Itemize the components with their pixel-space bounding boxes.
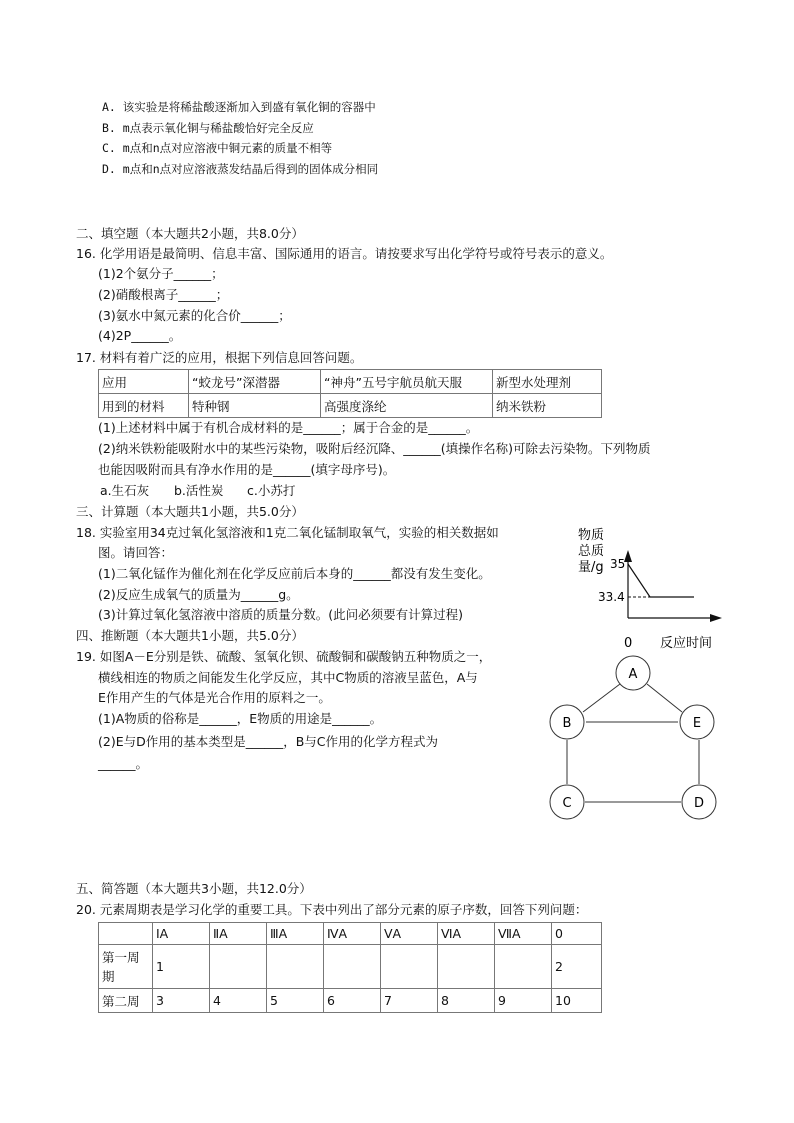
question-18-item-3: (3)计算过氧化氢溶液中溶质的质量分数。(此问必须要有计算过程) <box>98 607 463 622</box>
table-cell: ⅤA <box>381 923 438 945</box>
table-cell: 2 <box>552 945 602 989</box>
option-c: C. m点和n点对应溶液中铜元素的质量不相等 <box>102 141 333 155</box>
y-axis-label-line-3: 量/g <box>578 560 604 575</box>
question-19-sub-1: (1)A物质的俗称是______，E物质的用途是______。 <box>98 711 383 726</box>
table-cell <box>495 945 552 989</box>
y-tick-35: 35 <box>610 557 626 571</box>
edge-a-e <box>647 684 682 712</box>
table-cell: “神舟”五号宇航员航天服 <box>321 370 493 394</box>
question-18-stem-line-1: 18. 实验室用34克过氧化氢溶液和1克二氧化锰制取氧气，实验的相关数据如 <box>76 525 499 540</box>
option-b: B. m点表示氧化铜与稀盐酸恰好完全反应 <box>102 121 314 135</box>
table-cell: 1 <box>153 945 210 989</box>
table-cell: ⅥA <box>438 923 495 945</box>
table-cell: “蛟龙号”深潜器 <box>189 370 321 394</box>
node-c-label: C <box>562 796 572 811</box>
y-axis-label-line-1: 物质 <box>578 528 605 543</box>
question-19-sub-2-line-2: ______。 <box>98 756 149 771</box>
table-cell <box>381 945 438 989</box>
table-cell <box>324 945 381 989</box>
series-line-total-mass <box>628 564 694 597</box>
table-cell: ⅡA <box>210 923 267 945</box>
x-axis-arrow <box>710 614 722 622</box>
table-cell: 纳米铁粉 <box>493 394 602 418</box>
table-cell: ⅠA <box>153 923 210 945</box>
reaction-network-diagram <box>540 650 730 825</box>
question-19-stem-line-1: 19. 如图A－E分别是铁、硫酸、氢氧化钡、硫酸铜和碳酸钠五种物质之一， <box>76 649 492 664</box>
section-heading-short-answer: 五、简答题（本大题共3小题，共12.0分） <box>76 881 312 896</box>
table-cell: 3 <box>153 989 210 1013</box>
table-cell: ⅢA <box>267 923 324 945</box>
node-b-label: B <box>562 716 572 731</box>
question-16-item-3: (3)氨水中氮元素的化合价______； <box>98 308 291 323</box>
table-cell: 4 <box>210 989 267 1013</box>
question-17-sub-2-line-1: (2)纳米铁粉能吸附水中的某些污染物，吸附后经沉降、______(填操作名称)可除去污染物。下列物质 <box>98 441 651 456</box>
x-axis-label: 反应时间 <box>660 636 713 651</box>
question-20-stem: 20. 元素周期表是学习化学的重要工具。下表中列出了部分元素的原子序数，回答下列问题： <box>76 902 588 917</box>
table-cell: 6 <box>324 989 381 1013</box>
table-cell: 7 <box>381 989 438 1013</box>
table-cell: 10 <box>552 989 602 1013</box>
table-cell: 用到的材料 <box>99 394 189 418</box>
table-cell: 新型水处理剂 <box>493 370 602 394</box>
question-17-sub-1: (1)上述材料中属于有机合成材料的是______；属于合金的是______。 <box>98 420 479 435</box>
table-cell: 9 <box>495 989 552 1013</box>
table-cell: 应用 <box>99 370 189 394</box>
table-cell <box>210 945 267 989</box>
question-17-stem: 17. 材料有着广泛的应用，根据下列信息回答问题。 <box>76 350 363 365</box>
table-cell: 第二周 <box>99 989 153 1013</box>
question-16-item-1: (1)2个氨分子______； <box>98 266 224 281</box>
origin-label: 0 <box>624 636 633 651</box>
question-17-table <box>98 369 602 418</box>
table-cell: 5 <box>267 989 324 1013</box>
table-cell: 高强度涤纶 <box>321 394 493 418</box>
periodic-table <box>98 922 602 1013</box>
table-cell <box>267 945 324 989</box>
question-18-stem-line-2: 图。请回答： <box>98 545 174 560</box>
table-cell: ⅣA <box>324 923 381 945</box>
node-a-label: A <box>628 667 638 682</box>
table-cell: ⅦA <box>495 923 552 945</box>
section-heading-calculation: 三、计算题（本大题共1小题，共5.0分） <box>76 504 304 519</box>
question-16-item-2: (2)硝酸根离子______； <box>98 287 229 302</box>
y-tick-33-4: 33.4 <box>598 590 625 604</box>
table-cell: 第一周期 <box>99 945 153 989</box>
question-19-sub-2-line-1: (2)E与D作用的基本类型是______，B与C作用的化学方程式为 <box>98 734 439 749</box>
question-19-stem-line-2: 横线相连的物质之间能发生化学反应，其中C物质的溶液呈蓝色，A与 <box>98 670 478 685</box>
node-d-label: D <box>693 796 705 811</box>
mass-time-chart <box>560 520 730 660</box>
question-19-stem-line-3: E作用产生的气体是光合作用的原料之一。 <box>98 690 331 705</box>
table-cell <box>438 945 495 989</box>
option-d: D. m点和n点对应溶液蒸发结晶后得到的固体成分相同 <box>102 162 379 176</box>
question-16-stem: 16. 化学用语是最简明、信息丰富、国际通用的语言。请按要求写出化学符号或符号表示的意义。 <box>76 246 613 261</box>
y-axis-label-line-2: 总质 <box>578 544 605 559</box>
question-16-item-4: (4)2P______。 <box>98 328 182 343</box>
question-18-item-2: (2)反应生成氧气的质量为______g。 <box>98 587 299 602</box>
choice-a: a.生石灰 <box>100 483 150 498</box>
section-heading-fill-in: 二、填空题（本大题共2小题，共8.0分） <box>76 226 304 241</box>
question-18-item-1: (1)二氧化锰作为催化剂在化学反应前后本身的______都没有发生变化。 <box>98 566 491 581</box>
option-a: A. 该实验是将稀盐酸逐渐加入到盛有氧化铜的容器中 <box>102 100 376 114</box>
table-cell <box>99 923 153 945</box>
table-cell: 8 <box>438 989 495 1013</box>
table-cell: 特种钢 <box>189 394 321 418</box>
section-heading-inference: 四、推断题（本大题共1小题，共5.0分） <box>76 628 304 643</box>
question-17-sub-2-line-2: 也能因吸附而具有净水作用的是______(填字母序号)。 <box>98 462 396 477</box>
table-cell: 0 <box>552 923 602 945</box>
choice-b: b.活性炭 <box>174 483 224 498</box>
edge-a-b <box>583 684 620 712</box>
node-e-label: E <box>692 716 702 731</box>
choice-c: c.小苏打 <box>247 483 296 498</box>
